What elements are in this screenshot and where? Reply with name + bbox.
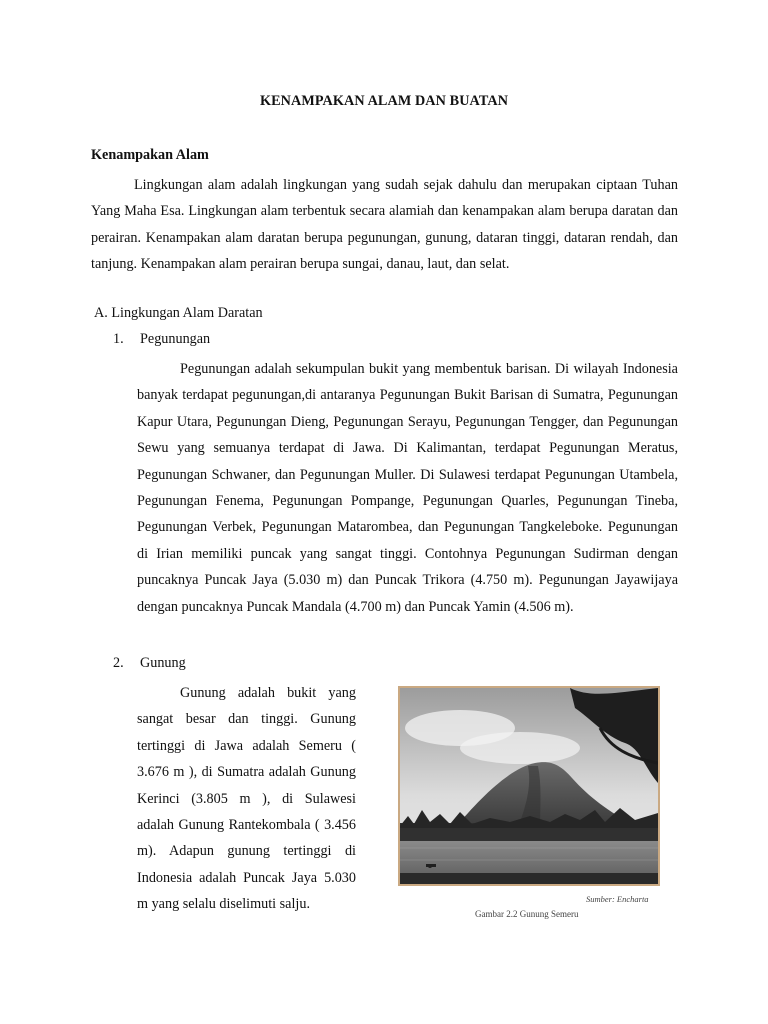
paragraph-gunung: Gunung adalah bukit yang sangat besar dan tinggi. Gunung tertinggi di Jawa adalah Semeru ( 3.676 m ), di Sumatra adalah Gunung Kerinci (3.805 m ), di Sulawesi adalah Gunung Rantekombala ( 3.456 m). Adapun gunung tertinggi di Indonesia adalah Puncak Jaya 5.030 m yang selalu diselimuti salju. <box>137 685 356 913</box>
item-title: Gunung <box>140 655 186 671</box>
paragraph-pegunungan: Pegunungan adalah sekumpulan bukit yang membentuk barisan. Di wilayah Indonesia banyak terdapat pegunungan,di antaranya Pegunungan Bukit Barisan di Sumatra, Pegunungan Kapur Utara, Pegunungan Dieng, Pegunungan Serayu, Pegunungan Tengger, dan Pegunungan Sewu yang semuanya terdapat di Jawa. Di Kalimantan, terdapat Pegunungan Meratus, Pegunungan Schwaner, dan Pegunungan Muller. Di Sulawesi terdapat Pegunungan Utambela, Pegunungan Fenema, Pegunungan Pompange, Pegunungan Quarles, Pegunungan Tineba, Pegunungan Verbek, Pegunungan Matarombea, dan Pegunungan Tangkeleboke. Pegunungan di Irian memiliki puncak yang sangat tinggi. Contohnya Pegunungan Sudirman dengan puncaknya Puncak Jaya (5.030 m) dan Puncak Trikora (4.750 m). Pegunungan Jayawijaya dengan puncaknya Puncak Mandala (4.700 m) dan Puncak Yamin (4.506 m). <box>137 361 678 615</box>
page-title: KENAMPAKAN ALAM DAN BUATAN <box>259 93 509 109</box>
figure-caption: Gambar 2.2 Gunung Semeru <box>475 909 579 919</box>
intro-paragraph: Lingkungan alam adalah lingkungan yang sudah sejak dahulu dan merupakan ciptaan Tuhan Yang Maha Esa. Lingkungan alam terbentuk secara alamiah dan kenampakan alam berupa daratan dan perairan. Kenampakan alam daratan berupa pegunungan, gunung, dataran tinggi, dataran rendah, dan tanjung. Kenampakan alam perairan berupa sungai, danau, laut, dan selat. <box>91 177 678 273</box>
item-heading-gunung <box>113 655 186 672</box>
figure-source: Sumber: Encharta <box>586 894 649 904</box>
item-heading-pegunungan <box>113 331 210 348</box>
subsection-heading-a: A. Lingkungan Alam Daratan <box>94 305 263 321</box>
section-heading: Kenampakan Alam <box>91 147 209 163</box>
mountain-photo-illustration <box>400 688 658 884</box>
item-number: 2. <box>113 655 124 671</box>
mountain-photo <box>398 686 660 886</box>
item-title: Pegunungan <box>140 331 211 347</box>
item-number: 1. <box>113 331 124 347</box>
